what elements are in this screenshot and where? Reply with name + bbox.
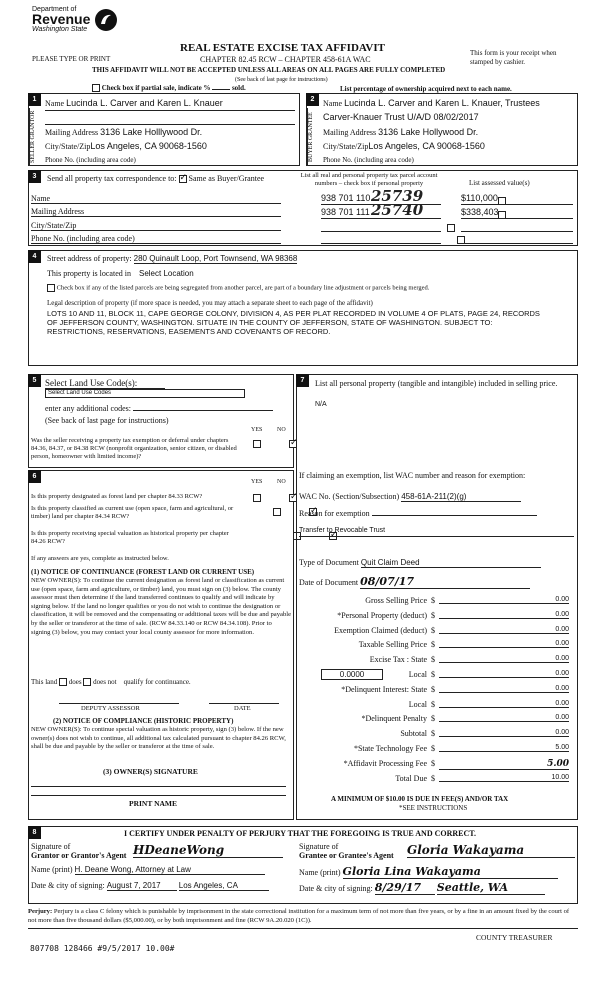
parcel-row-2 <box>321 201 576 219</box>
grantee-sig-label1: Signature of <box>299 842 339 851</box>
no-header-6: NO <box>277 479 286 485</box>
buyer-name-label: Name <box>323 99 343 108</box>
buyer-mail[interactable]: 3136 Lake Hollywood Dr. <box>378 127 479 137</box>
section-1-number: 1 <box>28 93 41 106</box>
fee-value[interactable]: 5.00 <box>439 759 569 770</box>
dollar-sign: $ <box>431 655 435 665</box>
exemption-question: Was the seller receiving a property tax exemption or deferral under chapters 84.36, 84.37, or 84.38 RCW (nonprofit organization, senior citizen, or disabled person, homeowner with limited income)? <box>31 437 237 460</box>
parcel-handwritten: 25739 <box>371 187 424 205</box>
notice2-title: (2) NOTICE OF COMPLIANCE (HISTORIC PROPERTY) <box>53 717 234 725</box>
land-use-label: Select Land Use Code(s): <box>45 378 165 389</box>
corr-mail-label: Mailing Address <box>31 207 85 216</box>
grantor-date-label: Date & city of signing: <box>31 881 105 890</box>
print-name-label: PRINT NAME <box>129 799 177 808</box>
parcel-number[interactable]: 938 701 110 <box>321 193 371 203</box>
fee-label: Taxable Selling Price <box>358 640 427 650</box>
certification-section <box>28 826 578 904</box>
fee-label: *State Technology Fee <box>353 743 427 753</box>
perjury-text: Perjury is a class C felony which is punishable by imprisonment in the state correctional institution for a maximum term of not more than five years, or by a fine in an amount fixed by the court of not more than five thousand dollars ($5,000.00), or by both imprisonment and fine (RCW 9A.20.020 (1C)). <box>28 908 570 924</box>
buyer-name2[interactable]: Carver-Knauer Trust U/A/D 08/02/2017 <box>323 112 479 122</box>
see-instructions: *SEE INSTRUCTIONS <box>399 804 468 812</box>
corr-name-label: Name <box>31 194 51 203</box>
fee-row <box>299 684 575 699</box>
qualify-label: qualify for continuance. <box>123 678 191 686</box>
grantor-signature[interactable]: HDeaneWong <box>133 843 283 858</box>
form-title: REAL ESTATE EXCISE TAX AFFIDAVIT <box>180 42 385 54</box>
fee-value[interactable]: 0.00 <box>439 626 569 634</box>
dollar-sign: $ <box>431 729 435 739</box>
fee-label: Local <box>408 699 427 709</box>
logo-swirl-icon <box>94 8 118 32</box>
dollar-sign: $ <box>431 773 435 783</box>
deputy-assessor-label: DEPUTY ASSESSOR <box>81 705 140 712</box>
send-label: Send all property tax correspondence to: <box>47 174 177 183</box>
doc-date-value[interactable]: 08/07/17 <box>360 575 530 589</box>
dollar-sign: $ <box>431 669 435 679</box>
same-as-buyer-label: Same as Buyer/Grantee <box>188 174 265 183</box>
grantee-name[interactable]: Gloria Lina Wakayama <box>343 865 558 879</box>
parcel-header: List all real and personal property tax parcel account numbers – check box if personal property <box>300 172 438 187</box>
grantee-date[interactable]: 8/29/17 <box>375 881 435 895</box>
does-label: does <box>68 678 82 686</box>
logo-line3: Washington State <box>32 26 88 33</box>
assessed-value[interactable]: $338,403 <box>461 207 499 217</box>
any-yes-note: If any answers are yes, complete as instructed below. <box>31 555 169 562</box>
parcel-row-1 <box>321 187 576 205</box>
notice1-text: NEW OWNER(S): To continue the current designation as forest land or classification as current use (open space, farm and agriculture, or timber) land, you must sign on (3) below. The county assessor must then determine if the land transferred continues to qualify and will indicate by signing below. If the land no longer qualifies or you do not wish to continue the designation or classification, it will be removed and the compensating or additional taxes will be due and payable by the seller or transferor at the time of sale. (RCW 84.33.140 or RCW 84.34.108). Prior to signing (3) below, you may contact your local county assessor for more information. <box>31 577 292 636</box>
dollar-sign: $ <box>431 743 435 753</box>
section-5-number: 5 <box>28 374 41 387</box>
corr-phone-label: Phone No. (including area code) <box>31 234 135 243</box>
yes-header-6: YES <box>251 479 263 485</box>
exemption-yes-checkbox[interactable] <box>253 440 261 448</box>
corr-city-label: City/State/Zip <box>31 221 77 230</box>
wac-value[interactable]: 458-61A-211(2)(g) <box>401 492 521 502</box>
section-6-number: 6 <box>28 470 41 483</box>
buyer-side-label: BUYER GRANTEE <box>307 108 319 166</box>
does-not-label: does not <box>93 678 117 686</box>
dollar-sign: $ <box>431 684 435 694</box>
fee-value[interactable]: 0.00 <box>439 596 569 604</box>
fee-value[interactable]: 0.00 <box>439 640 569 648</box>
doc-date-label: Date of Document <box>299 578 359 587</box>
fee-row <box>299 639 575 654</box>
buyer-city-label: City/State/Zip <box>323 142 369 151</box>
seller-mail[interactable]: 3136 Lake Holllywood Dr. <box>100 127 203 137</box>
fee-value[interactable]: 0.00 <box>439 670 569 678</box>
section-6 <box>28 470 294 820</box>
land-use-select[interactable]: Select Land Use Codes <box>45 389 245 398</box>
legal-description[interactable]: LOTS 10 AND 11, BLOCK 11, CAPE GEORGE COLONY, DIVISION 4, AS PER PLAT RECORDED IN VOLUME 4 OF PLATS, PAGE 24, RECORDS OF JEFFERSON COUNTY, WASHINGTON. SITUATE IN THE COUNTY OF JEFFERSON, STATE OF WASHINGTON. SUBJECT TO: RESTRICTIONS, RESERVATIONS, EASEMENTS AND COVENANTS OF RECORD. <box>47 309 540 336</box>
fee-row <box>299 728 575 743</box>
owner-signature-label: (3) OWNER(S) SIGNATURE <box>103 767 198 776</box>
reason-label: Reason for exemption <box>299 509 370 518</box>
buyer-city[interactable]: Los Angeles, CA 90068-1560 <box>368 141 485 151</box>
sold-label: sold. <box>231 84 246 92</box>
fee-value[interactable]: 0.00 <box>439 655 569 663</box>
parcel-number[interactable]: 938 701 111 <box>321 207 370 217</box>
fee-row <box>299 625 575 640</box>
parcel-handwritten: 25740 <box>371 201 424 219</box>
fee-row <box>299 773 575 788</box>
assessed-value[interactable]: $110,000 <box>461 193 498 203</box>
grantor-sig-label2: Grantor or Grantor's Agent <box>31 851 127 860</box>
partial-sale-checkbox[interactable] <box>92 84 100 92</box>
fee-label: Local <box>408 669 427 679</box>
date-label: DATE <box>234 705 251 712</box>
fee-value[interactable]: 5.00 <box>439 744 569 752</box>
section-4-number: 4 <box>28 250 41 263</box>
fee-label: *Delinquent Penalty <box>361 714 427 724</box>
section-2-number: 2 <box>306 93 319 106</box>
fee-row <box>299 595 575 610</box>
forest-yes-checkbox[interactable] <box>253 494 261 502</box>
cashier-stamp: 807708 128466 #9/5/2017 10.00# <box>30 944 175 953</box>
partial-sale-label: Check box if partial sale, indicate % <box>101 84 211 92</box>
seller-city[interactable]: Los Angeles, CA 90068-1560 <box>90 141 207 151</box>
property-section <box>28 250 578 366</box>
dollar-sign: $ <box>431 640 435 650</box>
buyer-phone-label: Phone No. (including area code) <box>323 156 414 164</box>
fee-value[interactable]: 0.00 <box>439 729 569 737</box>
segregated-label: Check box if any of the listed parcels are being segregated from another parcel, are part of a boundary line adjustment or parcels being merged. <box>56 284 430 292</box>
fee-label: *Delinquent Interest: State <box>341 684 427 694</box>
fee-value[interactable]: 0.00 <box>439 700 569 708</box>
grantor-city[interactable]: Los Angeles, CA <box>179 881 269 891</box>
dollar-sign: $ <box>431 610 435 620</box>
street-address[interactable]: 280 Quinault Loop, Port Townsend, WA 98368 <box>133 254 298 263</box>
grantee-date-label: Date & city of signing: <box>299 884 373 893</box>
seller-phone-label: Phone No. (including area code) <box>45 156 136 164</box>
located-label: This property is located in <box>47 269 131 278</box>
fee-row <box>299 654 575 669</box>
dor-logo <box>32 6 122 46</box>
grantor-name[interactable]: H. Deane Wong, Attorney at Law <box>75 865 265 875</box>
seller-section <box>28 93 300 166</box>
seller-side-label: SELLER GRANTOR <box>29 108 41 166</box>
current-use-yes-checkbox[interactable] <box>273 508 281 516</box>
grantee-name-label: Name (print) <box>299 868 341 877</box>
receipt-note: This form is your receipt when stamped by cashier. <box>470 49 557 66</box>
wac-label: WAC No. (Section/Subsection) <box>299 492 400 501</box>
fee-row <box>299 758 575 773</box>
doc-type-value[interactable]: Quit Claim Deed <box>361 558 541 568</box>
grantor-name-label: Name (print) <box>31 865 73 874</box>
partial-sale <box>92 84 246 92</box>
buyer-name[interactable]: Lucinda L. Carver and Karen L. Knauer, Trustees <box>344 98 540 108</box>
fee-label: Subtotal <box>400 729 427 739</box>
pct-ownership: List percentage of ownership acquired next to each name. <box>340 85 512 93</box>
grantee-city[interactable]: Seattle, WA <box>437 881 545 895</box>
fee-row <box>299 743 575 758</box>
logo-line1: Department of <box>32 6 77 13</box>
section-5 <box>28 374 294 468</box>
perjury-label: Perjury: <box>28 908 53 915</box>
dollar-sign: $ <box>431 625 435 635</box>
correspondence-section <box>28 170 578 246</box>
notice1-title: (1) NOTICE OF CONTINUANCE (FOREST LAND OR CURRENT USE) <box>31 568 255 576</box>
dollar-sign: $ <box>431 714 435 724</box>
additional-codes-label: enter any additional codes: <box>45 404 131 413</box>
grantor-sig-label1: Signature of <box>31 842 71 851</box>
logo-line2: Revenue <box>32 11 91 27</box>
section-7-number: 7 <box>296 374 309 387</box>
doc-type-label: Type of Document <box>299 558 359 567</box>
reason-value[interactable]: Transfer to Revocable Trust <box>299 527 386 534</box>
legal-label: Legal description of property (if more space is needed, you may attach a separate sheet to each page of the affidavit) <box>47 299 373 307</box>
buyer-mail-label: Mailing Address <box>323 128 377 137</box>
notice2-text: NEW OWNER(S): To continue special valuation as historic property, sign (3) below. If the new owner(s) does not wish to continue, all additional tax calculated pursuant to chapter 84.26 RCW, shall be due and payable by the seller or transferor at the time of sale. <box>31 726 286 751</box>
county-treasurer-label: COUNTY TREASURER <box>476 933 553 942</box>
fee-value[interactable]: 0.00 <box>439 611 569 619</box>
personal-property-label: List all personal property (tangible and intangible) included in selling price. <box>315 379 558 388</box>
grantee-sig-label2: Grantee or Grantee's Agent <box>299 851 394 860</box>
local-rate-input[interactable]: 0.0000 <box>321 669 383 680</box>
fee-row <box>299 669 575 684</box>
location-select[interactable]: Select Location <box>138 269 194 278</box>
current-use-question: Is this property classified as current use (open space, farm and agricultural, or timber) land per chapter 84.34 RCW? <box>31 505 234 520</box>
grantor-date[interactable]: August 7, 2017 <box>107 881 177 891</box>
fee-row <box>299 713 575 728</box>
personal-property-checkbox[interactable] <box>447 224 455 232</box>
fee-label: *Affidavit Processing Fee <box>343 758 427 768</box>
fee-value[interactable]: 10.00 <box>439 774 569 782</box>
seller-city-label: City/State/Zip <box>45 142 91 151</box>
grantee-signature[interactable]: Gloria Wakayama <box>407 843 575 858</box>
assessed-header: List assessed value(s) <box>469 179 530 187</box>
fee-value[interactable]: 0.00 <box>439 714 569 722</box>
segregated-checkbox[interactable] <box>47 284 55 292</box>
dollar-sign: $ <box>431 596 435 605</box>
fee-value[interactable]: 0.00 <box>439 685 569 693</box>
warning: THIS AFFIDAVIT WILL NOT BE ACCEPTED UNLESS ALL AREAS ON ALL PAGES ARE FULLY COMPLETED <box>92 66 446 74</box>
form-subtitle: CHAPTER 82.45 RCW – CHAPTER 458-61A WAC <box>200 55 371 64</box>
no-header-5: NO <box>277 427 286 433</box>
this-land-label: This land <box>31 678 58 686</box>
see-back-5: (See back of last page for instructions) <box>45 416 169 425</box>
same-as-buyer-checkbox[interactable] <box>179 175 187 183</box>
personal-property-value[interactable]: N/A <box>315 401 327 408</box>
buyer-section <box>306 93 578 166</box>
please-print: PLEASE TYPE OR PRINT <box>32 55 111 63</box>
fee-label: *Personal Property (deduct) <box>337 610 427 620</box>
minimum-note: A MINIMUM OF $10.00 IS DUE IN FEE(S) AND/OR TAX <box>331 795 509 803</box>
fee-label: Excise Tax : State <box>369 655 427 665</box>
fee-row <box>299 610 575 625</box>
fee-label: Exemption Claimed (deduct) <box>334 625 427 635</box>
fee-row <box>299 699 575 714</box>
fee-label: Gross Selling Price <box>365 596 427 605</box>
fee-table <box>299 595 575 787</box>
certify-statement: I CERTIFY UNDER PENALTY OF PERJURY THAT THE FOREGOING IS TRUE AND CORRECT. <box>124 829 477 838</box>
section-8-number: 8 <box>28 826 41 839</box>
fee-label: Total Due <box>395 773 427 783</box>
historic-question: Is this property receiving special valuation as historical property per chapter 84.26 RCW? <box>31 530 229 545</box>
yes-header-5: YES <box>251 427 263 433</box>
section-3-number: 3 <box>28 170 41 183</box>
forest-question: Is this property designated as forest land per chapter 84.33 RCW? <box>31 493 203 500</box>
section-7 <box>296 374 578 820</box>
dollar-sign: $ <box>431 758 435 768</box>
see-back: (See back of last page for instructions) <box>235 77 328 83</box>
seller-mail-label: Mailing Address <box>45 128 99 137</box>
seller-name-label: Name <box>45 99 65 108</box>
seller-name[interactable]: Lucinda L. Carver and Karen L. Knauer <box>66 98 223 108</box>
perjury-notice <box>28 908 578 925</box>
dollar-sign: $ <box>431 699 435 709</box>
does-not-checkbox[interactable] <box>83 678 91 686</box>
exemption-label: If claiming an exemption, list WAC number and reason for exemption: <box>299 471 526 480</box>
does-checkbox[interactable] <box>59 678 67 686</box>
street-label: Street address of property: <box>47 254 132 263</box>
